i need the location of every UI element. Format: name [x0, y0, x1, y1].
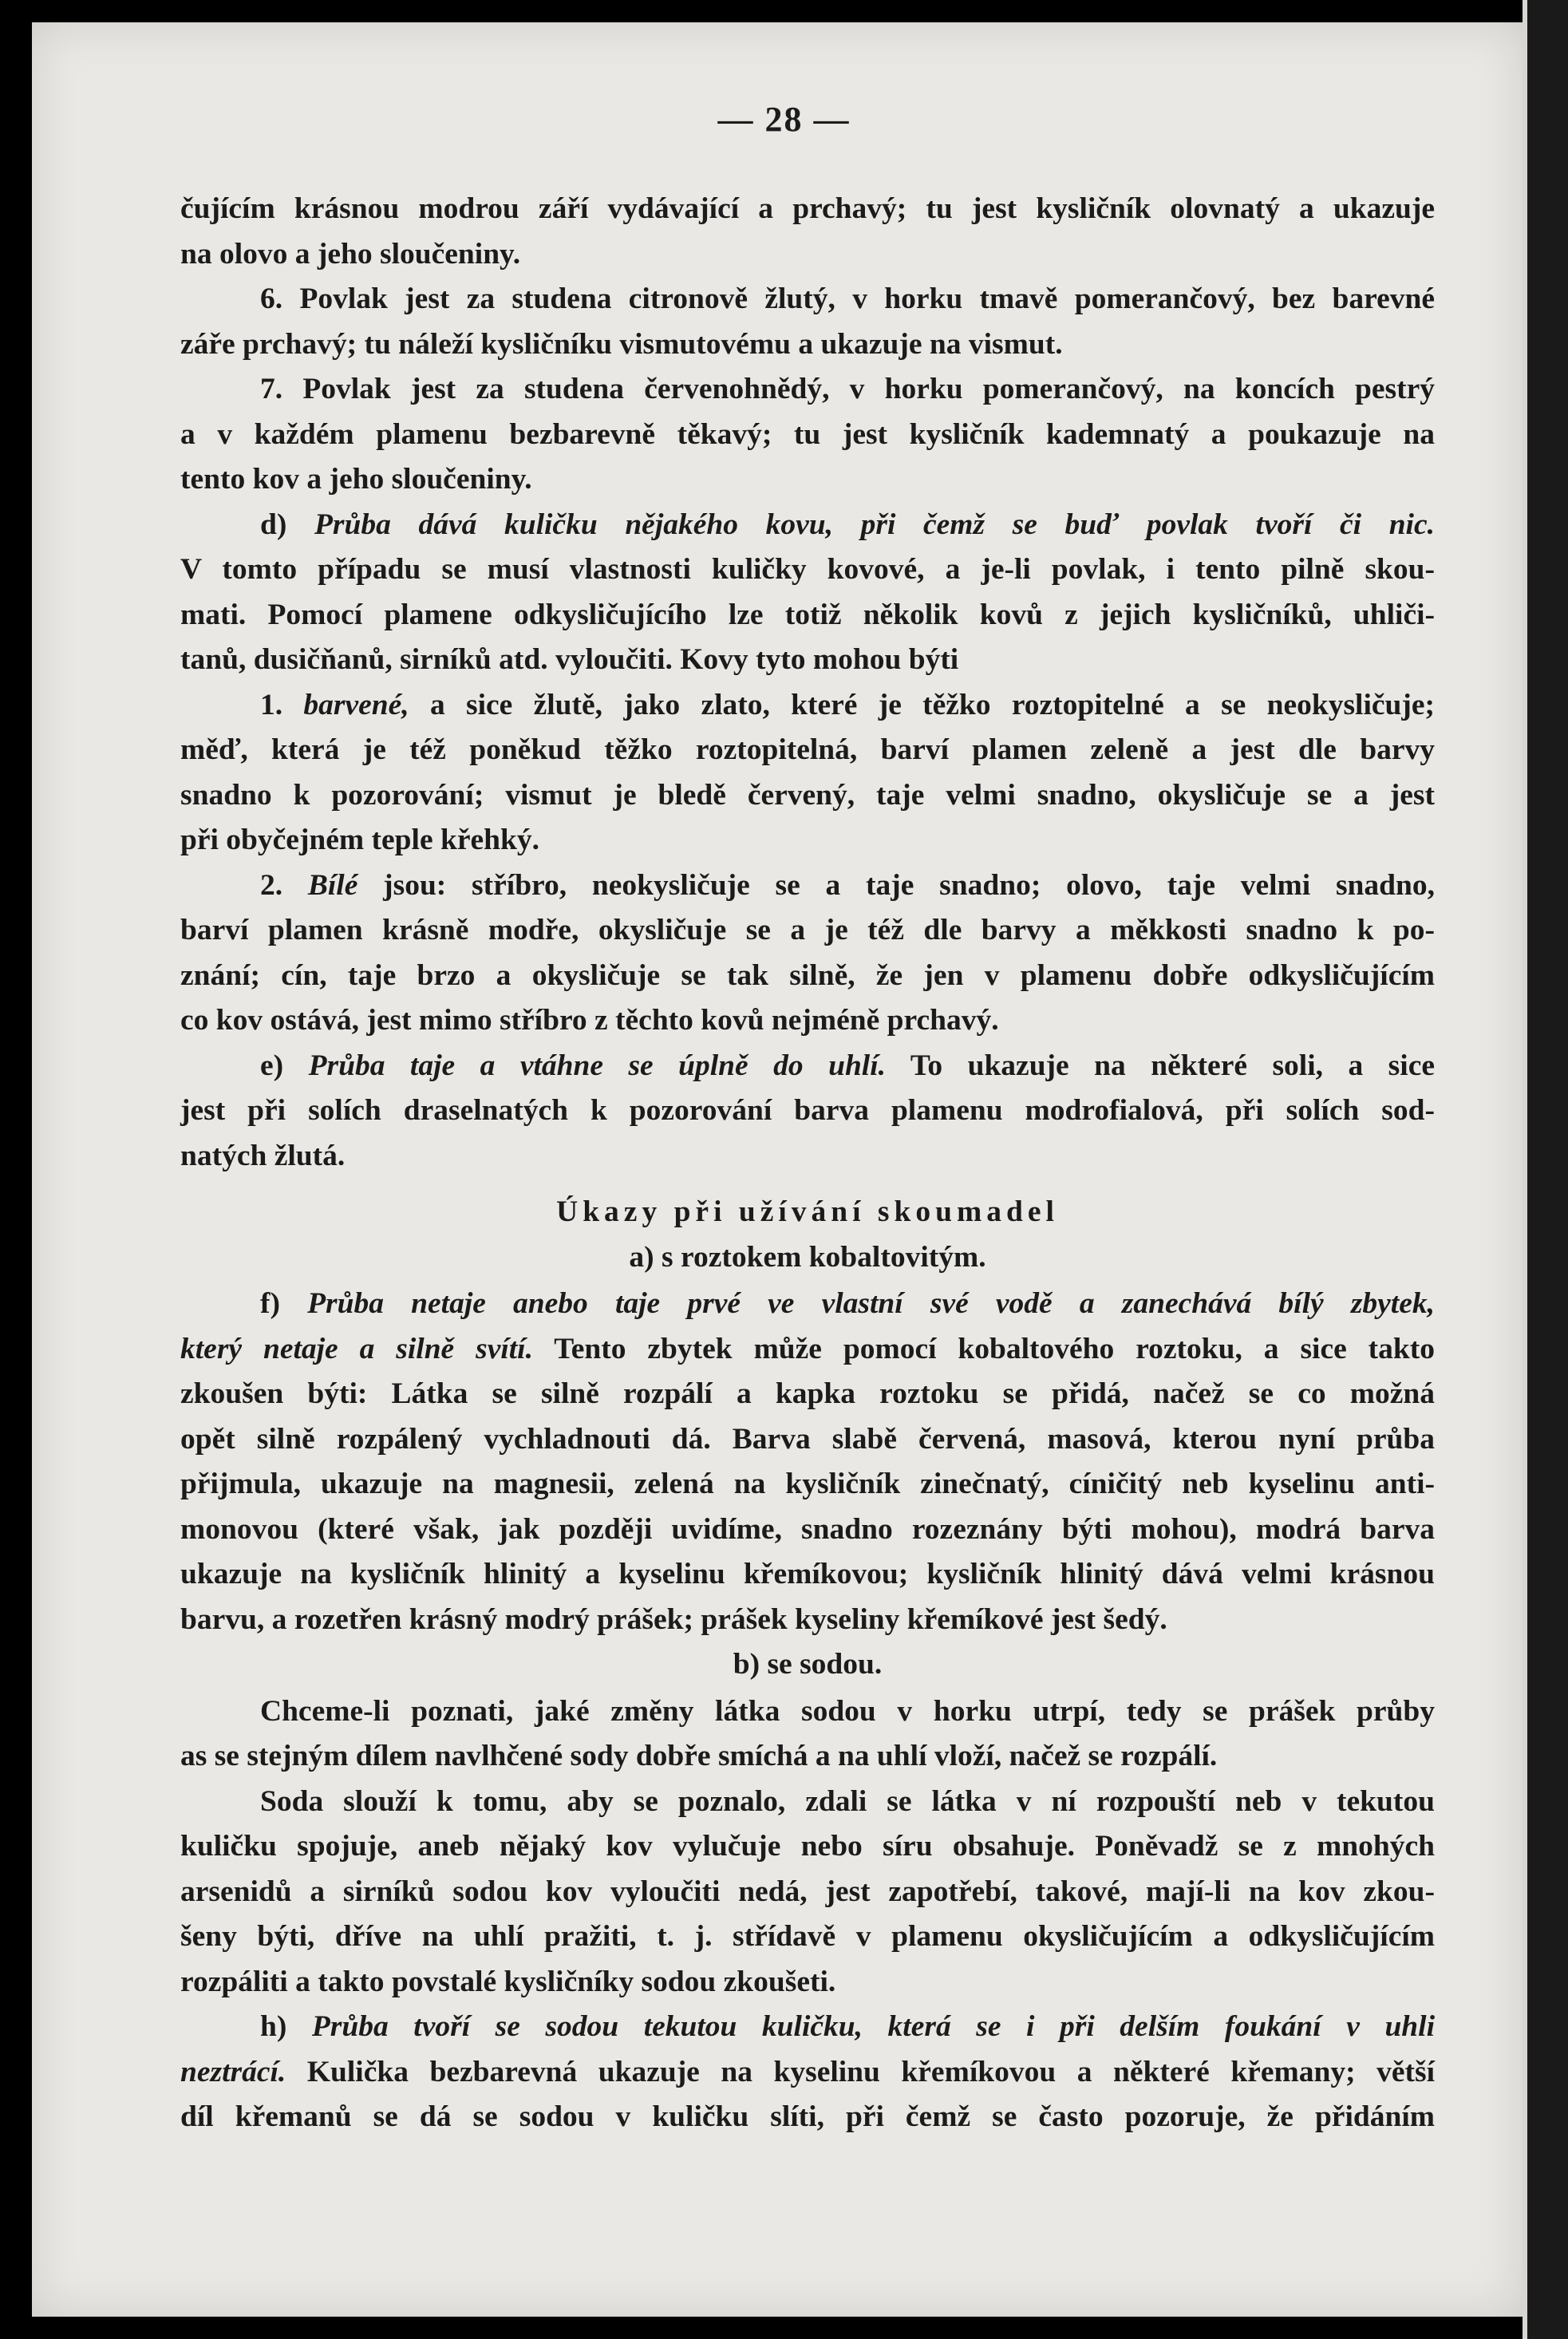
- text-line: monovou (které však, jak později uvidíme, snadno rozeznány býti mohou), modrá barva: [180, 1512, 1435, 1546]
- text-line: [180, 863, 1435, 909]
- italic-phrase: který netaje a silně svítí.: [180, 1332, 533, 1365]
- text-line: jest při solích draselnatých k pozorování barva plamenu modrofialová, při solích sod-: [180, 1094, 1435, 1127]
- section-heading: Úkazy při užívání skoumadel: [556, 1195, 1059, 1228]
- italic-phrase: Průba tvoří se sodou tekutou kuličku, která se i při delším foukání v uhli: [311, 2010, 1435, 2043]
- page-edge: [1523, 0, 1568, 2339]
- italic-phrase: Průba dává kuličku nějakého kovu, při čemž se buď povlak tvoří či nic.: [314, 508, 1436, 541]
- text-run: jsou: stříbro, neokysličuje se a taje snadno; olovo, taje velmi snadno,: [357, 868, 1435, 902]
- item-label: 2.: [260, 868, 308, 902]
- text-line: arsenidů a sirníků sodou kov vyloučiti nedá, jest zapotřebí, takové, mají-li na kov zkou-: [180, 1875, 1435, 1908]
- text-line: tento kov a jeho sloučeniny.: [180, 463, 532, 496]
- italic-phrase: neztrácí.: [180, 2055, 286, 2088]
- subsection-heading-a: a) s roztokem kobaltovitým.: [629, 1240, 986, 1274]
- item-label: e): [260, 1049, 309, 1082]
- text-line: šeny býti, dříve na uhlí pražiti, t. j. střídavě v plamenu okysličujícím a odkysličujícím: [180, 1920, 1435, 1953]
- text-line: zkoušen býti: Látka se silně rozpálí a kapka roztoku se přidá, načež se co možná: [180, 1377, 1435, 1410]
- text-line: kuličku spojuje, aneb nějaký kov vylučuje nebo síru obsahuje. Poněvadž se z mnohých: [180, 1830, 1435, 1863]
- text-line: Chceme-li poznati, jaké změny látka sodou v horku utrpí, tedy se prášek průby: [260, 1694, 1435, 1728]
- page-number: — 28 —: [717, 100, 851, 139]
- text-line: ukazuje na kysličník hlinitý a kyselinu křemíkovou; kysličník hlinitý dává velmi krásnou: [180, 1558, 1435, 1590]
- text-line: při obyčejném teple křehký.: [180, 824, 539, 856]
- text-line: opět silně rozpálený vychladnouti dá. Barva slabě červená, masová, kterou nyní průba: [180, 1422, 1435, 1456]
- item-label: h): [260, 2010, 312, 2043]
- text-line: barvu, a rozetřen krásný modrý prášek; prášek kyseliny křemíkové jest šedý.: [180, 1602, 1167, 1636]
- item-label: 1.: [260, 688, 304, 721]
- text-line: natých žlutá.: [180, 1139, 346, 1172]
- item-label: f): [260, 1287, 308, 1320]
- text-line: [180, 2005, 1435, 2050]
- text-run: To ukazuje na některé soli, a sice: [886, 1049, 1435, 1082]
- text-line: co kov ostává, jest mimo stříbro z těchto kovů nejméně prchavý.: [180, 1004, 999, 1037]
- text-run: Tento zbytek může pomocí kobaltového roztoku, a sice takto: [532, 1332, 1435, 1365]
- text-line: 6. Povlak jest za studena citronově žlutý, v horku tmavě pomerančový, bez barevné: [260, 282, 1435, 315]
- text-line: 7. Povlak jest za studena červenohnědý, v horku pomerančový, na koncích pestrý: [260, 373, 1435, 405]
- text-line: V tomto případu se musí vlastnosti kuličky kovové, a je-li povlak, i tento pilně skou-: [180, 553, 1435, 586]
- italic-phrase: Průba netaje anebo taje prvé ve vlastní své vodě a zanechává bílý zbytek,: [307, 1287, 1435, 1320]
- text-line: a v každém plamenu bezbarevně těkavý; tu jest kysličník kademnatý a poukazuje na: [180, 417, 1435, 451]
- text-line: tanů, dusičňanů, sirníků atd. vyloučiti. Kovy tyto mohou býti: [180, 643, 959, 676]
- item-label: d): [260, 508, 314, 541]
- text-line: znání; cín, taje brzo a okysličuje se tak silně, že jen v plamenu dobře odkysličujícím: [180, 958, 1435, 992]
- text-line: čujícím krásnou modrou září vydávající a prchavý; tu jest kysličník olovnatý a ukazuje: [180, 192, 1435, 225]
- text-line: as se stejným dílem navlhčené sody dobře smíchá a na uhlí vloží, načež se rozpálí.: [180, 1740, 1218, 1772]
- text-line: [180, 2050, 1435, 2096]
- text-line: záře prchavý; tu náleží kysličníku vismutovému a ukazuje na vismut.: [180, 327, 1063, 361]
- text-line: rozpáliti a takto povstalé kysličníky sodou zkoušeti.: [180, 1965, 836, 1998]
- text-line: na olovo a jeho sloučeniny.: [180, 237, 521, 271]
- subsection-heading-b: b) se sodou.: [733, 1648, 883, 1681]
- text-run: Kulička bezbarevná ukazuje na kyselinu křemíkovou a některé křemany; větší: [286, 2055, 1435, 2088]
- text-run: a sice žlutě, jako zlato, které je těžko roztopitelné a se neokysličuje;: [409, 688, 1436, 721]
- text-line: snadno k pozorování; vismut je bledě červený, taje velmi snadno, okysličuje se a jest: [180, 778, 1435, 812]
- text-line: [180, 1044, 1435, 1089]
- text-line: Soda slouží k tomu, aby se poznalo, zdali se látka v ní rozpouští neb v tekutou: [260, 1784, 1435, 1818]
- text-line: [180, 683, 1435, 729]
- text-line: barví plamen krásně modře, okysličuje se a je též dle barvy a měkkosti snadno k po-: [180, 914, 1435, 946]
- italic-phrase: barvené,: [303, 688, 409, 721]
- italic-phrase: Průba taje a vtáhne se úplně do uhlí.: [308, 1049, 887, 1082]
- body-text: [180, 187, 1435, 2140]
- text-line: [180, 1282, 1435, 1327]
- text-line: díl křemanů se dá se sodou v kuličku slíti, při čemž se často pozoruje, že přidáním: [180, 2100, 1435, 2133]
- text-line: [180, 503, 1435, 548]
- text-line: měď, která je též poněkud těžko roztopitelná, barví plamen zeleně a jest dle barvy: [180, 733, 1435, 766]
- text-line: mati. Pomocí plamene odkysličujícího lze totiž několik kovů z jejich kysličníků, uhliči-: [180, 598, 1435, 631]
- text-line: [180, 1327, 1435, 1373]
- italic-phrase: Bílé: [307, 868, 358, 902]
- text-line: přijmula, ukazuje na magnesii, zelená na kysličník zinečnatý, cíničitý neb kyselinu anti-: [180, 1468, 1435, 1500]
